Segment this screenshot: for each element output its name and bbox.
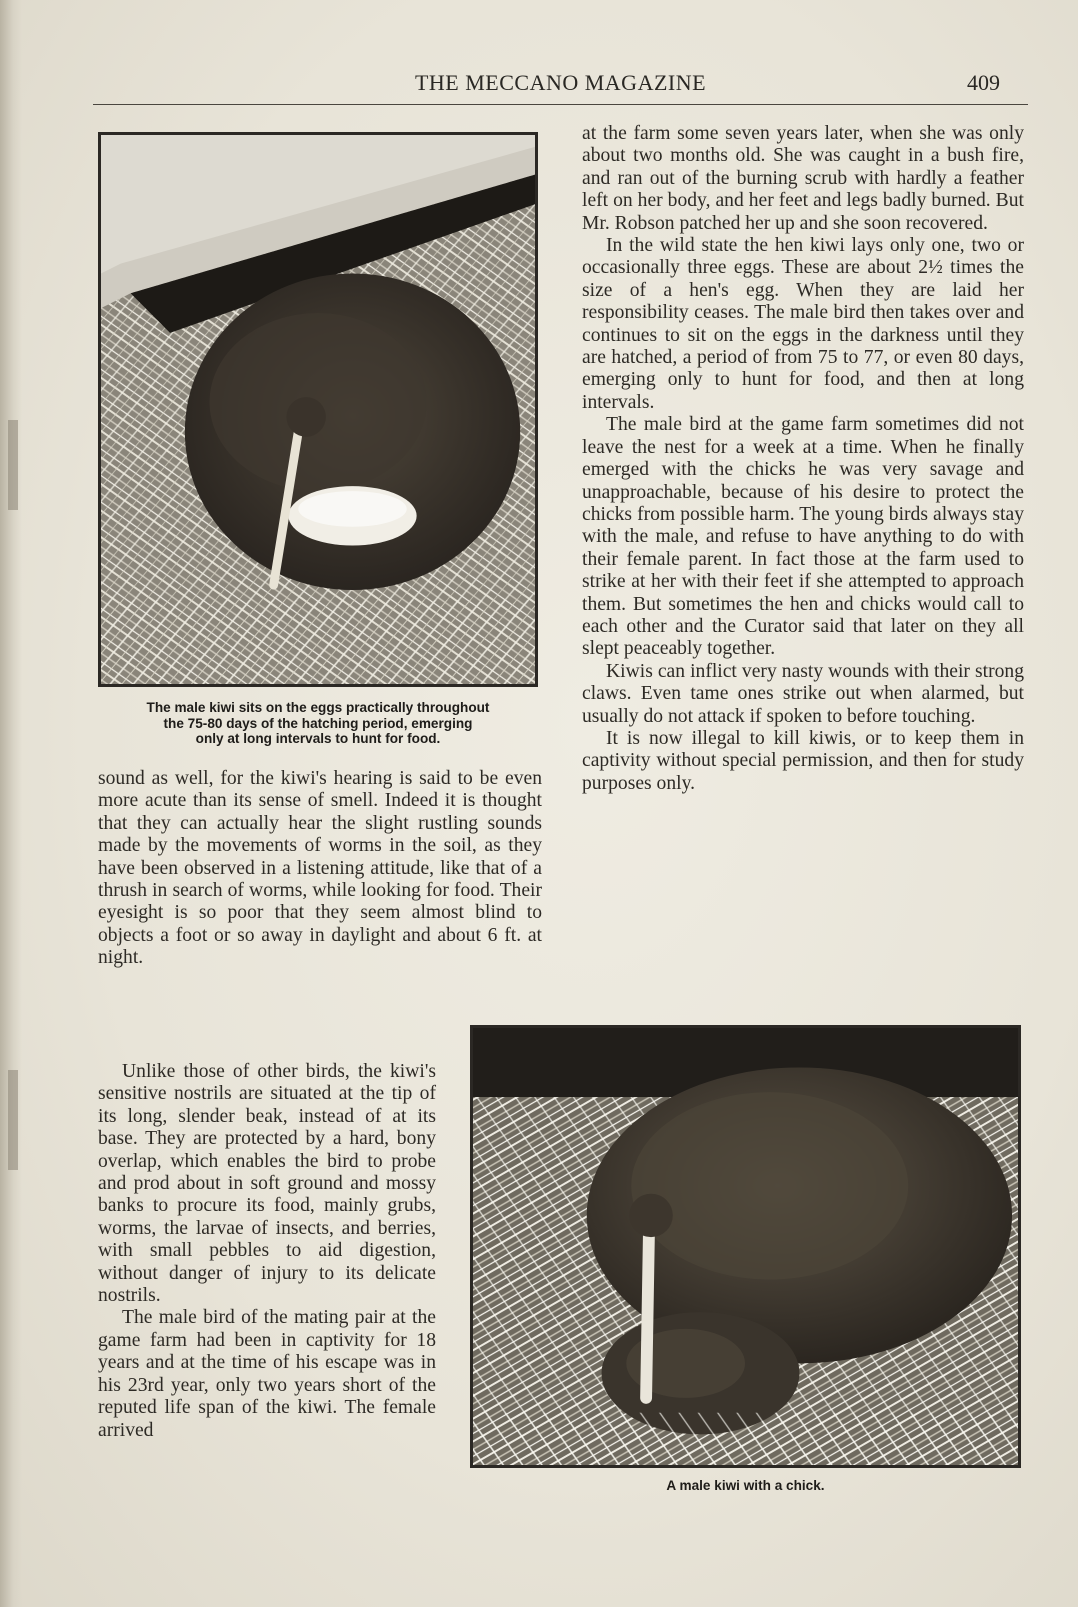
page-number: 409 — [967, 70, 1000, 95]
paragraph-male-bird: The male bird of the mating pair at the game farm had been in captivity for 18 years and at the time of his escape was in his 23rd year, only two years short of the reputed life span of the kiwi. The female arrived — [98, 1307, 436, 1441]
article-right-column — [582, 123, 1024, 795]
page-header — [93, 70, 1028, 105]
paragraph-claws: Kiwis can inflict very nasty wounds with their strong claws. Even tame ones strike out when alarmed, but usually do not attack if spoken to before touching. — [582, 660, 1024, 727]
margin-stain — [8, 420, 18, 510]
paragraph-nostrils: Unlike those of other birds, the kiwi's sensitive nostrils are situated at the tip of its long, slender beak, instead of at its base. They are protected by a hard, bony overlap, which enables the bird to probe and prod about in soft ground and mossy banks to procure its food, mainly grubs, worms, the larvae of insects, and berries, with small pebbles to aid digestion, without danger of injury to its delicate nostrils. — [98, 1061, 436, 1307]
paragraph-hearing: sound as well, for the kiwi's hearing is said to be even more acute than its sense of smell. Indeed it is thought that they can actually hear the slight rustling sounds made by the movements of worms in the soil, as they have been observed in a listening attitude, like that of a thrush in search of worms, while looking for food. Their eyesight is so poor that they seem almost blind to objects a foot or so away in daylight and about 6 ft. at night. — [98, 768, 542, 969]
photo-kiwi-on-egg — [98, 132, 538, 687]
figure-caption-chick: A male kiwi with a chick. — [666, 1478, 825, 1493]
page-binding-edge — [0, 0, 22, 1607]
article-left-column-top — [98, 768, 542, 970]
caption-line: the 75-80 days of the hatching period, emerging — [163, 715, 473, 731]
kiwi-on-egg-image — [101, 135, 535, 684]
figure-caption-eggs — [98, 700, 538, 747]
paragraph-eggs: In the wild state the hen kiwi lays only one, two or occasionally three eggs. These are about 2½ times the size of a hen's egg. When they are laid her responsibility ceases. The male bird then takes over and continues to sit on the eggs in the darkness until they are hatched, a period of from 75 to 77, or even 80 days, emerging only to hunt for food, and then at long intervals. — [582, 235, 1024, 413]
paragraph-protection: It is now illegal to kill kiwis, or to keep them in captivity without special permission, and then for study purposes only. — [582, 727, 1024, 794]
photo-kiwi-with-chick — [470, 1025, 1021, 1468]
paragraph-chicks: The male bird at the game farm sometimes did not leave the nest for a week at a time. When he finally emerged with the chicks he was very savage and unapproachable, because of his desire to protect the chicks from possible harm. The young birds always stay with the male, and refuse to have anything to do with their female parent. In fact those at the farm used to strike at her with their feet if she attempted to approach them. But sometimes the hen and chicks would call to each other and the Curator said that later on they all slept peaceably together. — [582, 414, 1024, 660]
paragraph-female-arrival: at the farm some seven years later, when she was only about two months old. She was caught in a bush fire, and ran out of the burning scrub with hardly a feather left on her body, and her feet and legs badly burned. But Mr. Robson patched her up and she soon recovered. — [582, 123, 1024, 234]
article-left-column-bottom — [98, 1061, 436, 1442]
caption-line: The male kiwi sits on the eggs practically throughout — [146, 700, 490, 715]
kiwi-with-chick-image — [473, 1028, 1018, 1465]
magazine-title: THE MECCANO MAGAZINE — [414, 70, 707, 95]
caption-line: only at long intervals to hunt for food. — [195, 731, 441, 747]
margin-stain — [8, 1070, 18, 1170]
